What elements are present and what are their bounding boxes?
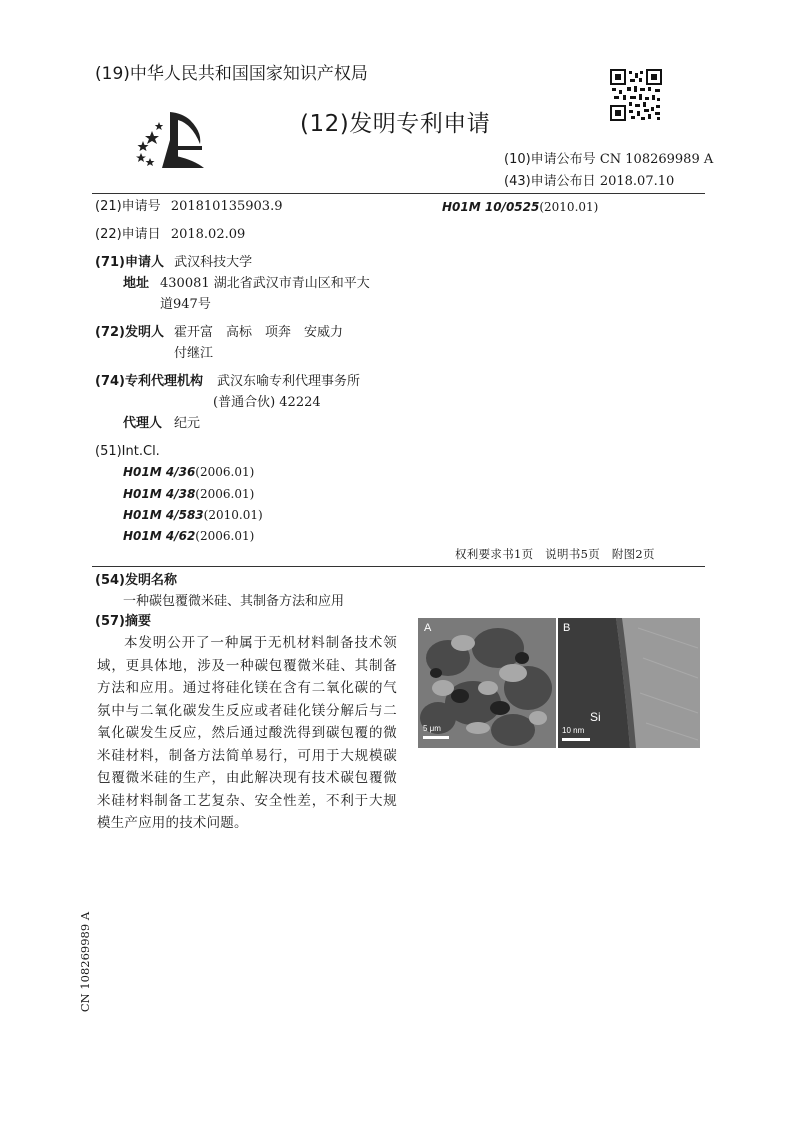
inventors-line-2: 付继江 xyxy=(174,346,214,361)
publication-date-row xyxy=(504,174,674,190)
qr-code-icon xyxy=(610,69,662,121)
ipc-entry xyxy=(123,487,254,502)
publication-number-row xyxy=(504,152,713,168)
address-line-1: 430081 湖北省武汉市青山区和平大 xyxy=(160,276,370,291)
application-number-row xyxy=(95,199,282,215)
application-date-row xyxy=(95,227,245,243)
cnipa-logo-icon xyxy=(132,110,212,172)
figure-panel-b xyxy=(558,618,700,748)
document-type: (12)发明专利申请 xyxy=(300,111,491,137)
ipc-version: (2006.01) xyxy=(195,465,255,479)
agent: 纪元 xyxy=(174,416,201,431)
application-date-label: (22)申请日 xyxy=(95,227,161,242)
applicant-row xyxy=(95,255,252,271)
agency-line-2: (普通合伙) 42224 xyxy=(213,395,321,410)
publication-date-label: (43)申请公布日 xyxy=(504,174,596,189)
application-date: 2018.02.09 xyxy=(170,227,246,242)
figure-panel-a xyxy=(418,618,556,748)
ipc-code: H01M 4/38 xyxy=(123,487,196,501)
ipc-code: H01M 4/36 xyxy=(123,465,196,479)
ipc-entry xyxy=(123,508,263,523)
agency-line-1: 武汉东喻专利代理事务所 xyxy=(217,374,361,389)
ipc-code: H01M 4/583 xyxy=(123,508,204,522)
inventors-label: (72)发明人 xyxy=(95,325,164,340)
panel-b-scale: 10 nm xyxy=(562,726,585,735)
ipc-version: (2010.01) xyxy=(203,508,263,522)
applicant-label: (71)申请人 xyxy=(95,255,164,270)
applicant: 武汉科技大学 xyxy=(174,255,253,270)
ipc-label: (51)Int.Cl. xyxy=(95,444,160,459)
ipc-main-version: (2010.01) xyxy=(539,200,599,214)
page-counts: 权利要求书1页 说明书5页 附图2页 xyxy=(455,547,655,561)
agency-label: (74)专利代理机构 xyxy=(95,374,203,389)
agent-label: 代理人 xyxy=(123,416,163,431)
publication-number: CN 108269989 A xyxy=(599,152,714,167)
panel-b-material: Si xyxy=(590,710,601,724)
ipc-main-code: H01M 10/0525 xyxy=(442,200,540,214)
abstract-text: 本发明公开了一种属于无机材料制备技术领域，更具体地，涉及一种碳包覆微米硅、其制备方法和应用。通过将硅化镁在含有二氧化碳的气氛中与二氧化碳发生反应或者硅化镁分解后与二氧化碳发生反应，然后通过酸洗得到碳包覆的微米硅材料，制备方法简单易行，可用于大规模碳包覆微米硅的生产，由此解决现有技术碳包覆微米硅材料制备工艺复杂、安全性差，不利于大规模生产应用的技术问题。 xyxy=(97,635,397,831)
ipc-entry xyxy=(123,465,254,480)
address-label: 地址 xyxy=(123,276,150,291)
side-text: CN 108269989 A xyxy=(78,911,92,1013)
publication-date: 2018.07.10 xyxy=(599,174,675,189)
publication-number-label: (10)申请公布号 xyxy=(504,152,596,167)
panel-b-label: B xyxy=(563,622,571,634)
side-publication-number xyxy=(74,905,96,1025)
abstract-label: (57)摘要 xyxy=(95,614,151,629)
biblio-divider xyxy=(92,566,705,567)
panel-a-label: A xyxy=(424,622,432,634)
header-divider xyxy=(92,193,705,194)
ipc-version: (2006.01) xyxy=(195,487,255,501)
address-line-2: 道947号 xyxy=(160,297,211,312)
office-name: (19)中华人民共和国国家知识产权局 xyxy=(95,64,368,84)
ipc-version: (2006.01) xyxy=(195,529,255,543)
inventors-line-1: 霍开富 高标 项奔 安威力 xyxy=(174,325,344,340)
invention-title: 一种碳包覆微米硅、其制备方法和应用 xyxy=(123,594,345,609)
title-label: (54)发明名称 xyxy=(95,573,177,588)
ipc-entry xyxy=(123,529,254,544)
panel-a-scale: 5 μm xyxy=(423,724,441,733)
ipc-code: H01M 4/62 xyxy=(123,529,196,543)
application-number-label: (21)申请号 xyxy=(95,199,161,214)
ipc-main-entry xyxy=(442,200,598,215)
application-number: 201810135903.9 xyxy=(170,199,283,214)
